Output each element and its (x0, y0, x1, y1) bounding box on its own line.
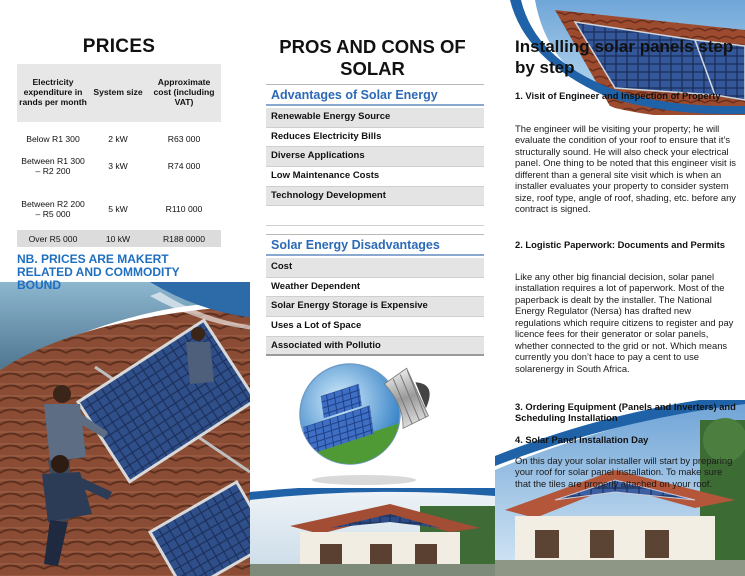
list-item: Diverse Applications (266, 147, 484, 167)
step4-heading: 4. Solar Panel Installation Day (515, 434, 649, 445)
table-cell: 3 kW (108, 161, 128, 172)
list-item: Technology Development (266, 187, 484, 207)
pros-cons-title (250, 36, 495, 80)
step2-heading: 2. Logistic Paperwork: Documents and Permits (515, 239, 725, 250)
table-row (17, 230, 221, 247)
column-header: System size (89, 64, 147, 122)
disadvantages-list (266, 258, 484, 356)
table-cell: 10 kW (89, 230, 147, 247)
advantages-list (266, 108, 484, 226)
list-spacer (266, 206, 484, 226)
house-photo (250, 488, 495, 576)
list-item: Associated with Pollutio (266, 337, 484, 357)
table-cell: Between R2 200 – R5 000 (21, 199, 85, 220)
table-cell: R74 000 (167, 161, 201, 172)
list-item: Renewable Energy Source (266, 108, 484, 128)
step2-text: Like any other big financial decision, solar panel installation requires a lot of paperwork. Most of the paperback is dealt by the installer. The National Energy Regulator (Nersa) has drafted new regulations which require citizens to register and pay licence fees for their generator or solar panels, whether connected to the grid or not. Which means currently you don’t hace to pay a cent to use solarenergy in South Africa. (515, 271, 734, 374)
advantages-heading: Advantages of Solar Energy (266, 84, 484, 106)
price-note: NB. PRICES ARE MAKERT RELATED AND COMMODITY BOUND (17, 252, 180, 293)
list-item: Weather Dependent (266, 278, 484, 298)
table-cell: R63 000 (167, 134, 201, 144)
table-cell: Between R1 300 – R2 200 (21, 156, 85, 177)
prices-panel (0, 0, 250, 576)
steps-panel (495, 0, 745, 576)
step1-heading: 1. Visit of Engineer and Inspection of Property (515, 90, 721, 101)
price-table (17, 64, 221, 247)
table-cell: Over R5 000 (17, 230, 89, 247)
roof-installation-photo (0, 282, 250, 576)
list-item: Cost (266, 258, 484, 278)
step1-text: The engineer will be visiting your property; he will evaluate the condition of your roof to ensure that it’s structurally sound. He will also check your electrical panel. One thing to be noted that this engineer visit is different than a general site visit which is when an installer evaluates your property to consider system size, roof type, angle of roof, shading, etc. before any contract is signed. (515, 123, 736, 215)
list-item: Uses a Lot of Space (266, 317, 484, 337)
list-item: Low Maintenance Costs (266, 167, 484, 187)
table-row (17, 144, 221, 188)
column-header: Approximate cost (including VAT) (147, 64, 221, 122)
table-cell: R110 000 (165, 204, 203, 215)
solar-bulb-illustration (292, 352, 450, 490)
pros-cons-panel (250, 0, 495, 576)
list-item: Reduces Electricity Bills (266, 128, 484, 148)
table-cell: 5 kW (108, 204, 128, 215)
table-row (17, 122, 221, 144)
pros-cons-title-line1: PROS AND CONS OF (279, 36, 466, 57)
disadvantages-heading: Solar Energy Disadvantages (266, 234, 484, 256)
table-row (17, 188, 221, 230)
table-cell: R188 0000 (147, 230, 221, 247)
table-cell: 2 kW (108, 134, 128, 144)
prices-title: PRICES (82, 36, 156, 57)
table-header-row (17, 64, 221, 122)
steps-title: Installing solar panels step by step (515, 37, 734, 77)
pros-cons-title-line2: SOLAR (340, 57, 405, 79)
list-item: Solar Energy Storage is Expensive (266, 297, 484, 317)
step3-heading: 3. Ordering Equipment (Panels and Inverters) and Scheduling Installation (515, 401, 736, 424)
column-header: Electricity expenditure in rands per month (17, 64, 89, 122)
table-cell: Below R1 300 (26, 134, 80, 144)
step4-text: On this day your solar installer will start by preparing your roof for solar panel installation. To make sure that the tiles are properly attached on your roof. (515, 455, 733, 489)
